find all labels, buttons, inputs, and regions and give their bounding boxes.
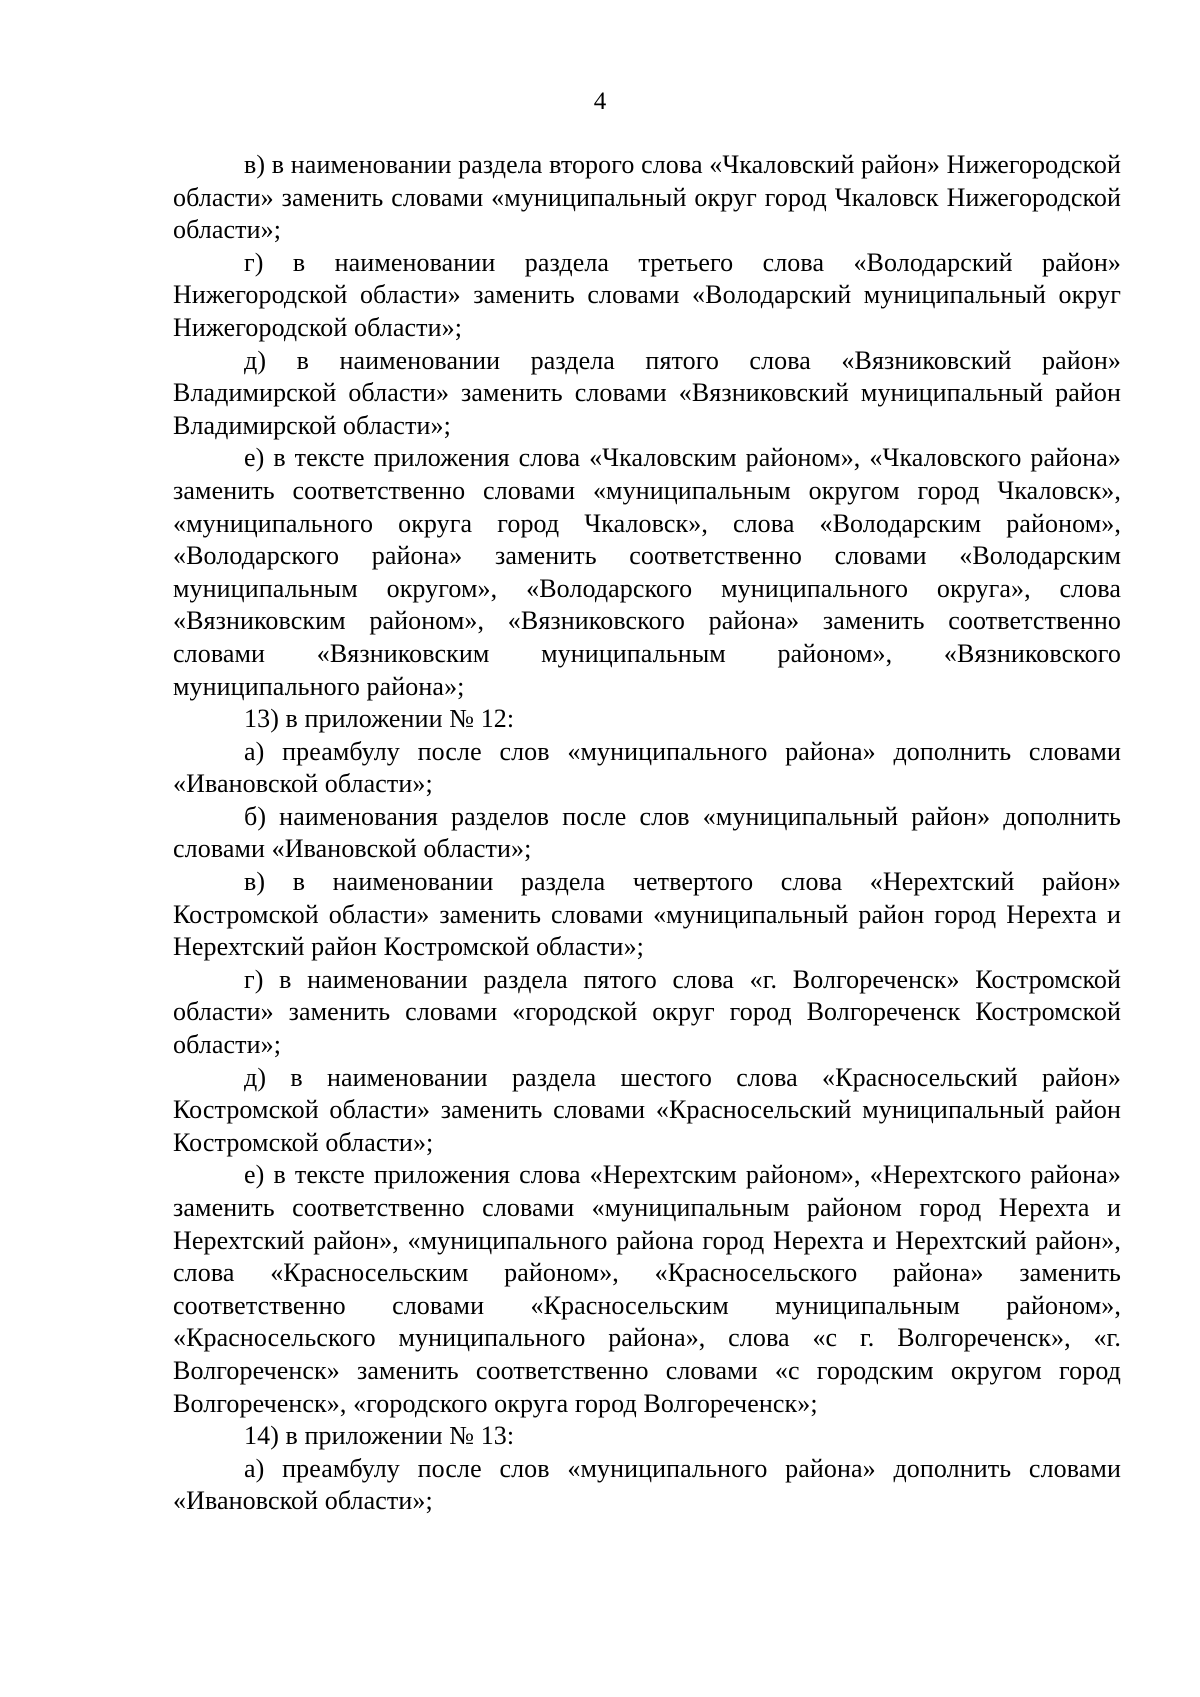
paragraph-item-e-appendix-12-text: е) в тексте приложения слова «Нерехтским районом», «Нерехтского района» заменить соответственно словами «муниципальным районом город Нерехта и Нерехтский район», «муниципального района город Нерехта и Нерехтский район», слова «Красносельским районом», «Красносельского района» заменить соответственно словами «Красносельским муниципальным районом», «Красносельского муниципального района», слова «с г. Волгореченск», «г. Волгореченск» заменить соответственно словами «с городским округом город Волгореченск», «городского округа город Волгореченск»;	[173, 1160, 1121, 1418]
page-number: 4	[593, 88, 607, 115]
paragraph-item-v-nerekhtsky: в) в наименовании раздела четвертого слова «Нерехтский район» Костромской области» заменить словами «муниципальный район город Нерехта и Нерехтский район Костромской области»;	[173, 867, 1121, 962]
paragraph-item-g-volodarsky: г) в наименовании раздела третьего слова «Володарский район» Нижегородской области» заменить словами «Володарский муниципальный округ Нижегородской области»;	[173, 247, 1121, 342]
paragraph-item-d-krasnoselsky: д) в наименовании раздела шестого слова «Красносельский район» Костромской области» заменить словами «Красносельский муниципальный район Костромской области»;	[173, 1062, 1121, 1157]
paragraph-item-b-section-names: б) наименования разделов после слов «муниципальный район» дополнить словами «Ивановской области»;	[173, 801, 1121, 864]
paragraph-item-g-volgorechensk: г) в наименовании раздела пятого слова «г. Волгореченск» Костромской области» заменить словами «городской округ город Волгореченск Костромской области»;	[173, 964, 1121, 1060]
paragraph-item-a-preamble-12: а) преамбулу после слов «муниципального района» дополнить словами «Ивановской области»;	[173, 736, 1121, 799]
paragraph-appendix-13-heading: 14) в приложении № 13:	[244, 1421, 515, 1451]
paragraph-item-e-appendix-text: е) в тексте приложения слова «Чкаловским районом», «Чкаловского района» заменить соответственно словами «муниципальным округом город Чкаловск», «муниципального округа город Чкаловск», слова «Володарским районом», «Володарского района» заменить соответственно словами «Володарским муниципальным округом», «Володарского муниципального округа», слова «Вязниковским районом», «Вязниковского района» заменить соответственно словами «Вязниковским муниципальным районом», «Вязниковского муниципального района»;	[173, 443, 1121, 701]
paragraph-item-v-chkalovsky: в) в наименовании раздела второго слова «Чкаловский район» Нижегородской области» заменить словами «муниципальный округ город Чкаловск Нижегородской области»;	[173, 150, 1121, 245]
paragraph-item-d-vyaznikovsky: д) в наименовании раздела пятого слова «Вязниковский район» Владимирской области» заменить словами «Вязниковский муниципальный район Владимирской области»;	[173, 345, 1121, 440]
paragraph-appendix-12-heading: 13) в приложении № 12:	[244, 704, 515, 734]
paragraph-item-a-preamble-13: а) преамбулу после слов «муниципального района» дополнить словами «Ивановской области»;	[173, 1453, 1121, 1516]
document-body	[173, 149, 1121, 1518]
